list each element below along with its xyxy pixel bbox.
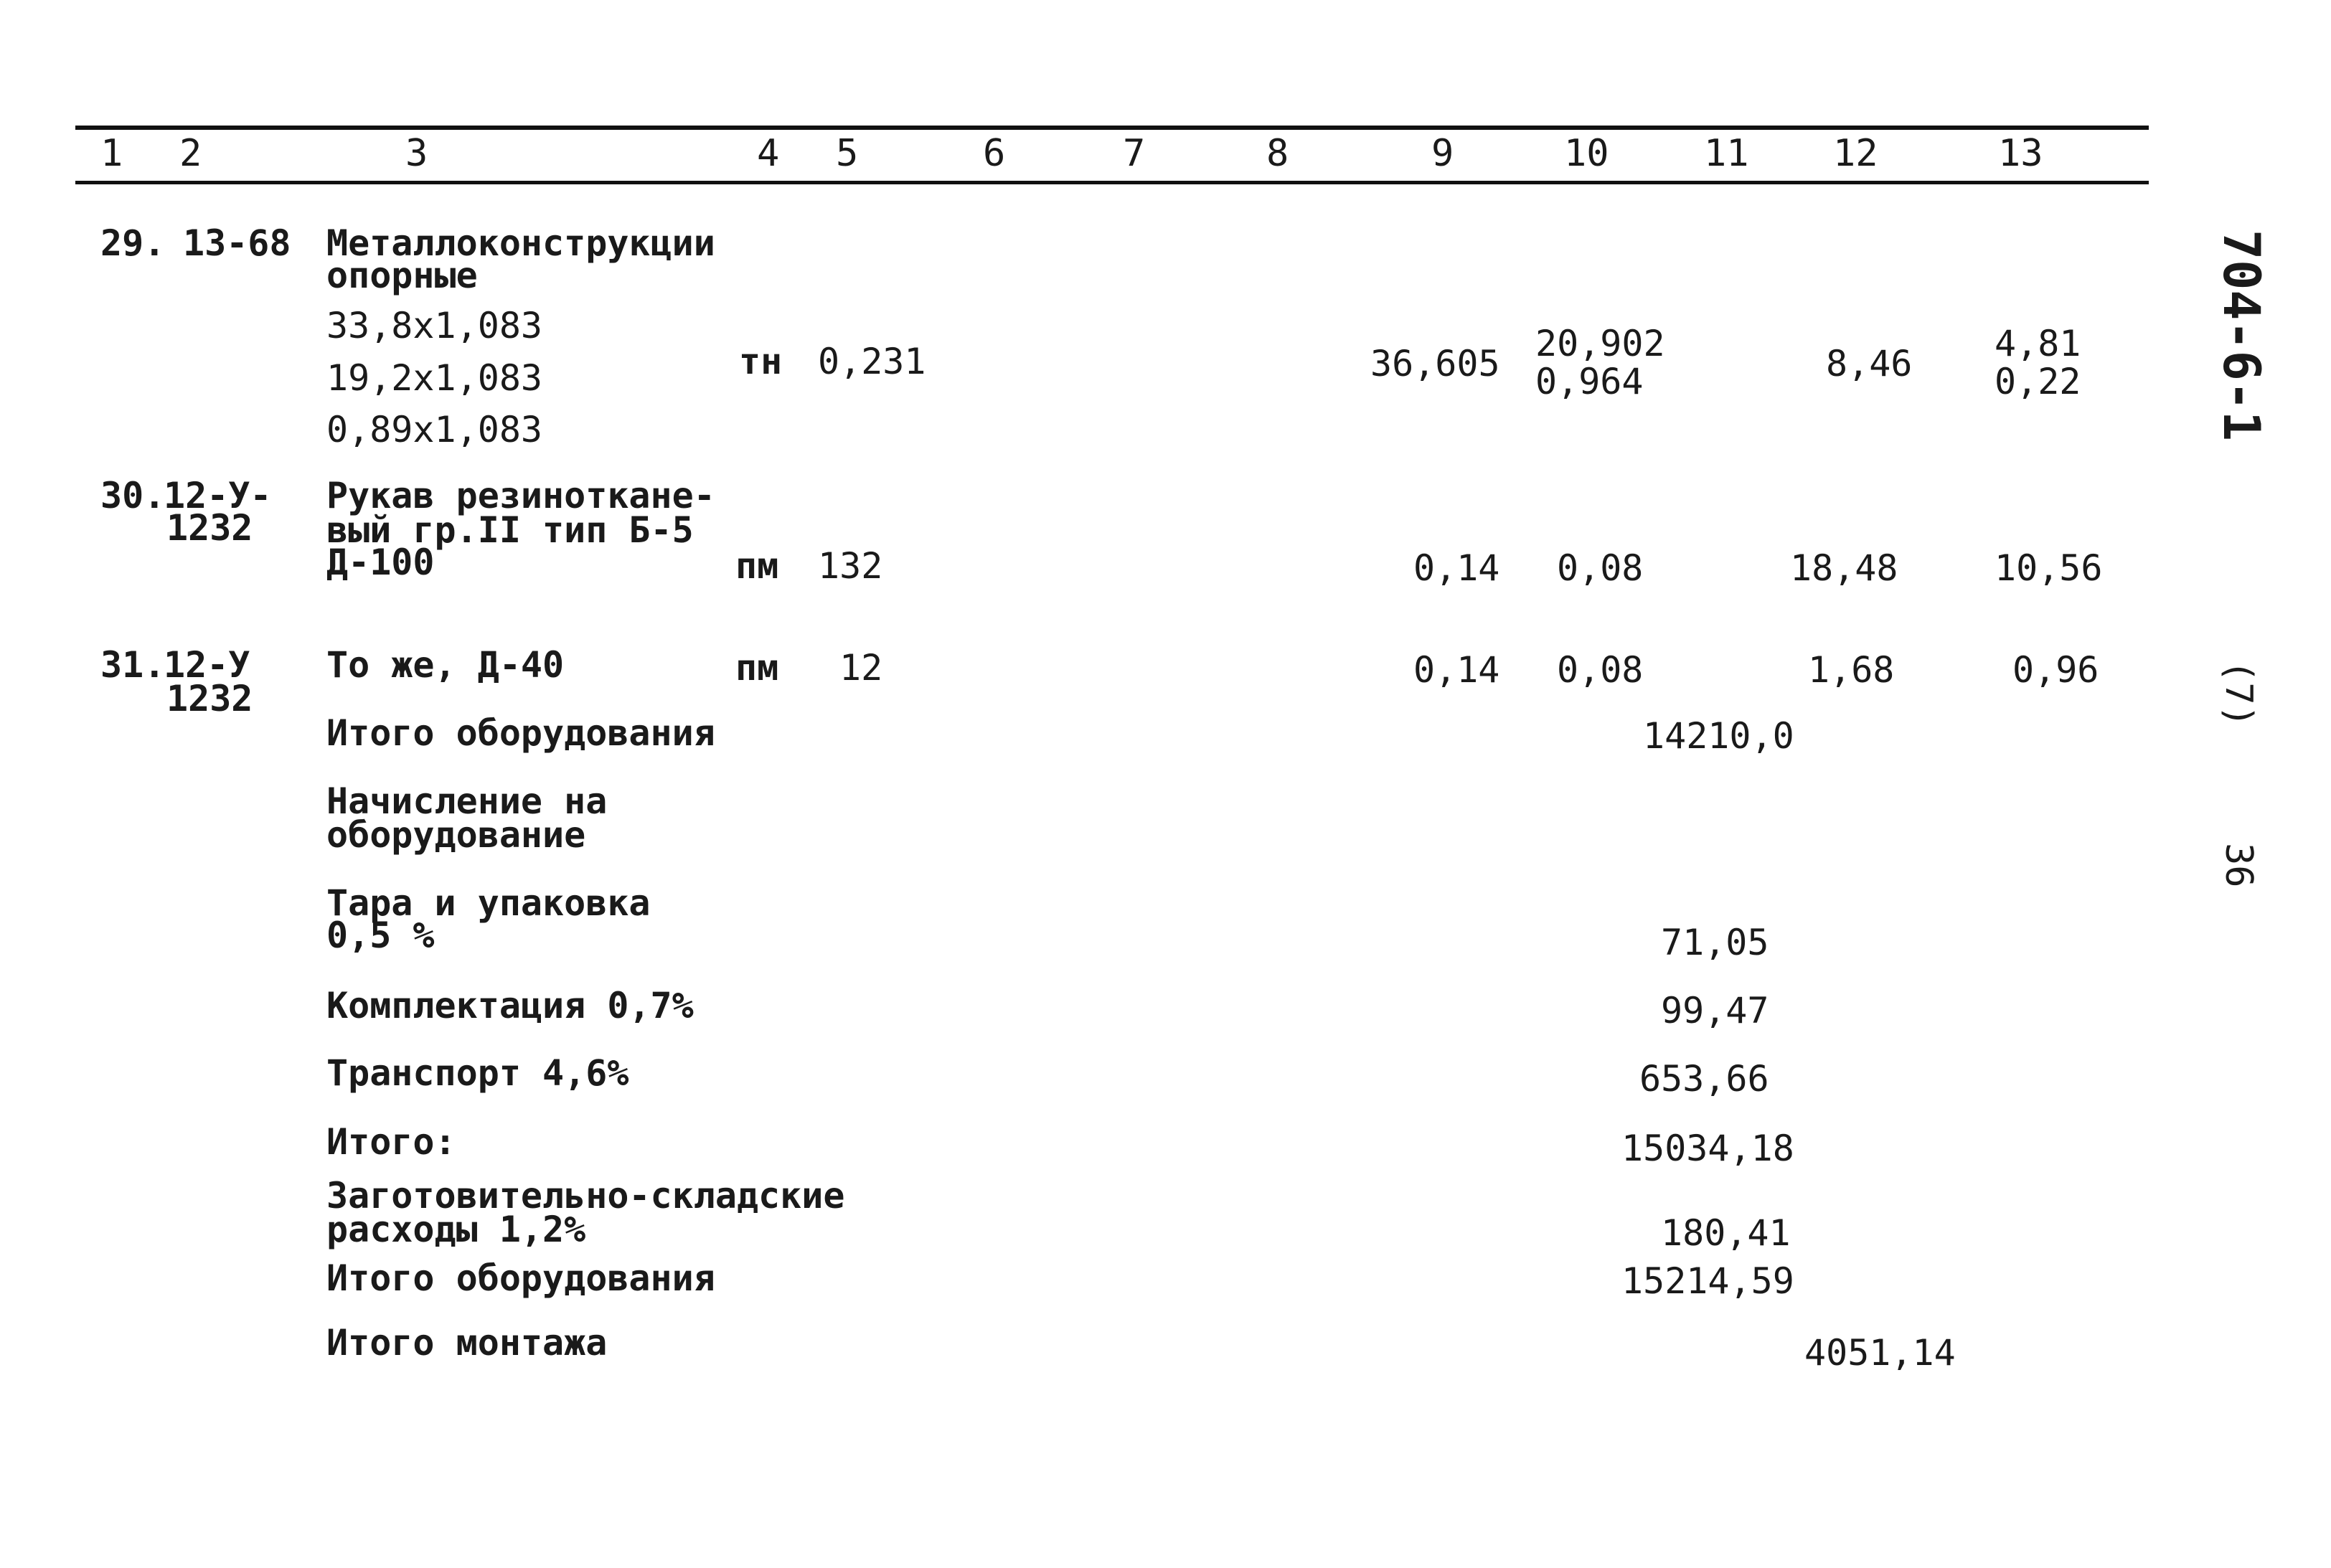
item-name-line: Рукав резинотканe-	[326, 475, 715, 516]
total-label: Начисление на	[326, 780, 608, 822]
total-label: Итого оборудования	[326, 1257, 715, 1299]
unit: пм	[735, 647, 779, 689]
total-value: 71,05	[1661, 922, 1769, 963]
quantity: 132	[818, 545, 883, 587]
col-header-3: 3	[405, 132, 428, 175]
item-name-line: вый гр.II тип Б-5	[326, 509, 694, 551]
quantity: 0,231	[818, 341, 926, 382]
col-header-6: 6	[983, 132, 1006, 175]
col-13-value: 10,56	[1995, 547, 2103, 589]
calc-line: 0,89x1,083	[326, 409, 543, 450]
unit: пм	[735, 545, 779, 587]
total-value: 14210,0	[1643, 715, 1794, 757]
price-code: 1232	[166, 678, 253, 719]
item-name: То же, Д-40	[326, 644, 565, 686]
col-header-4: 4	[757, 132, 780, 175]
calc-line: 33,8x1,083	[326, 305, 543, 346]
header-bottom-rule	[75, 181, 2149, 184]
sheet-mark: (7)	[2217, 660, 2260, 727]
top-rule	[75, 126, 2149, 130]
row-number: 30.	[100, 475, 166, 516]
col-12-value: 1,68	[1808, 649, 1895, 691]
total-label: Комплектация 0,7%	[326, 985, 694, 1026]
total-label: Транспорт 4,6%	[326, 1052, 629, 1094]
col-header-10: 10	[1564, 132, 1609, 175]
document-code: 704-6-1	[2212, 230, 2271, 442]
col-header-9: 9	[1431, 132, 1454, 175]
col-13-value: 0,96	[2012, 649, 2099, 691]
price-code: 1232	[166, 507, 253, 549]
col-header-2: 2	[179, 132, 202, 175]
total-value: 15034,18	[1621, 1128, 1794, 1169]
price-code: 12-У	[164, 644, 250, 686]
col-10-value: 0,08	[1557, 547, 1644, 589]
col-9-value: 0,14	[1413, 649, 1500, 691]
row-number: 31.	[100, 644, 166, 686]
total-label: Итого монтажа	[326, 1322, 608, 1364]
col-header-11: 11	[1704, 132, 1749, 175]
unit: тн	[739, 341, 783, 382]
col-header-5: 5	[836, 132, 859, 175]
col-10-value: 0,08	[1557, 649, 1644, 691]
item-name-line: Металлоконструкции	[326, 222, 715, 264]
col-header-1: 1	[100, 132, 123, 175]
total-label: Тара и упаковка	[326, 882, 651, 924]
col-13-value: 4,81	[1995, 323, 2081, 364]
item-name-line: Д-100	[326, 542, 435, 583]
col-9-value: 0,14	[1413, 547, 1500, 589]
col-12-value: 8,46	[1826, 343, 1913, 384]
quantity: 12	[839, 647, 883, 689]
calc-line: 19,2x1,083	[326, 357, 543, 399]
item-name-line: опорные	[326, 255, 478, 296]
total-label: Итого оборудования	[326, 712, 715, 754]
price-code: 12-У-	[164, 475, 272, 516]
col-header-12: 12	[1833, 132, 1878, 175]
total-label: Итого:	[326, 1121, 456, 1163]
col-10-value-2: 0,964	[1535, 361, 1644, 402]
total-value: 15214,59	[1621, 1260, 1794, 1302]
col-9-value: 36,605	[1370, 343, 1500, 384]
col-10-value: 20,902	[1535, 323, 1665, 364]
total-label: оборудование	[326, 814, 586, 856]
total-label: 0,5 %	[326, 915, 435, 956]
page-number: 36	[2217, 843, 2260, 888]
col-12-value: 18,48	[1790, 547, 1898, 589]
col-header-7: 7	[1123, 132, 1146, 175]
total-value: 99,47	[1661, 990, 1769, 1031]
row-number: 29.	[100, 222, 166, 264]
total-value: 180,41	[1661, 1212, 1791, 1254]
col-header-13: 13	[1998, 132, 2043, 175]
col-13-value-2: 0,22	[1995, 361, 2081, 402]
total-label: расходы 1,2%	[326, 1209, 586, 1250]
total-value: 4051,14	[1804, 1332, 1956, 1374]
total-label: Заготовительно-складские	[326, 1175, 845, 1217]
price-code: 13-68	[183, 222, 291, 264]
total-value: 653,66	[1639, 1058, 1769, 1100]
col-header-8: 8	[1266, 132, 1289, 175]
